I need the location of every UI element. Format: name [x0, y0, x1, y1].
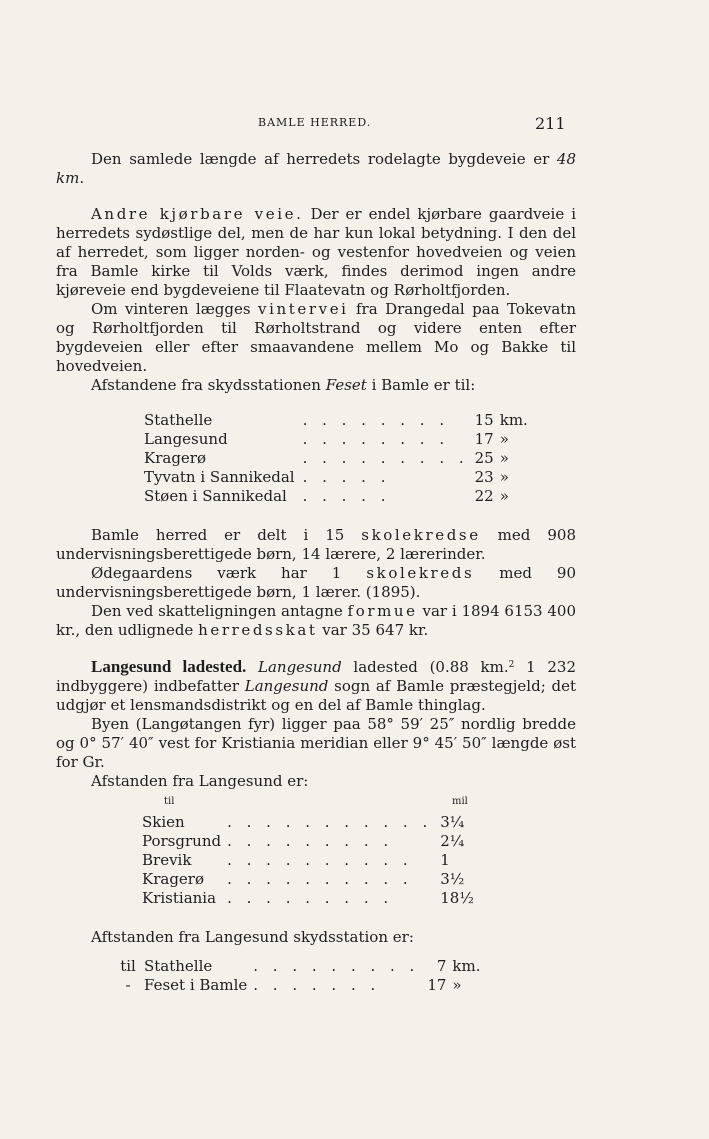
paragraph-skydsstation-wrap [56, 928, 576, 947]
table-row: Langesund . . . . . . . . 17 » [144, 430, 509, 448]
table2-head-right: mil [452, 796, 468, 807]
table-row: Tyvatn i Sannikedal . . . . . 23 » [144, 468, 509, 486]
paragraphs-top [56, 150, 576, 395]
table-row: til Stathelle . . . . . . . . . 7 km. [120, 957, 481, 975]
header-title: BAMLE HERRED. [258, 116, 372, 129]
paragraph-langesund-distances: Afstanden fra Langesund er: [91, 772, 309, 790]
table2-head-left: til [164, 796, 175, 807]
paragraphs-middle [56, 526, 576, 640]
section-langesund: Langesund ladested. Langesund ladested (0.88 km.$^2$ 1 232 indbyggere) indbefatter Langesund sogn af Bamle præstegjeld; det udgjør et lensmandsdistrikt og en del af Bamle thinglag. [56, 657, 576, 714]
table-row: Brevik . . . . . . . . . . 1 [142, 851, 450, 869]
table-row: Stathelle . . . . . . . . 15 km. [144, 411, 528, 429]
paragraph-winter-road: Om vinteren lægges vintervei fra Drangedal paa Tokevatn og Rørholtfjorden til Rørholtstrand og videre enten efter bygdeveien eller efter smaavandene mellem Mo og Bakke til hovedveien. [56, 300, 576, 375]
distance-table-langesund [142, 813, 474, 908]
table-row: Kristiania . . . . . . . . . 18½ [142, 889, 474, 907]
table-row: Porsgrund . . . . . . . . . 2¼ [142, 832, 465, 850]
paragraphs-langesund [56, 656, 576, 791]
paragraph-other-roads: Andre kjørbare veie. Der er endel kjørbare gaardveie i herredets sydøstlige del, men de har kun lokal betydning. I den del af herredet, som ligger norden- og vestenfor hovedveien og veien fra Bamle kirke til Volds værk, findes derimod ingen andre kjøreveie end bygdeveiene til Flaatevatn og Rørholtfjorden. [56, 205, 576, 299]
running-header [0, 114, 709, 134]
distance-table-skydsstation [116, 957, 481, 995]
paragraph-distances-intro: Afstandene fra skydsstationen Feset i Bamle er til: [91, 376, 476, 394]
table-row: Skien . . . . . . . . . . . 3¼ [142, 813, 465, 831]
table-row: Støen i Sannikedal . . . . . 22 » [144, 487, 509, 505]
paragraph-coordinates: Byen (Langøtangen fyr) ligger paa 58° 59′ 25″ nordlig bredde og 0° 57′ 40″ vest for Kristiania meridian eller 9° 45′ 50″ længde øst for Gr. [56, 715, 576, 771]
paragraph-road-length: Den samlede længde af herredets rodelagte bygdeveie er 48 km. [56, 150, 576, 187]
paragraph-tax: Den ved skatteligningen antagne formue var i 1894 6153 400 kr., den udlignede herredsskat var 35 647 kr. [56, 602, 577, 639]
page-number: 211 [535, 114, 566, 133]
distance-table-feset [144, 411, 528, 506]
section-heading: Langesund ladested. [91, 657, 247, 676]
paragraph-skydsstation: Aftstanden fra Langesund skydsstation er: [91, 928, 414, 946]
paragraph-odegaarden: Ødegaardens værk har 1 skolekreds med 90 undervisningsberettigede børn, 1 lærer. (1895). [56, 564, 577, 601]
paragraph-school-districts: Bamle herred er delt i 15 skolekredse med 908 undervisningsberettigede børn, 14 lærere, 2 lærerinder. [56, 526, 576, 563]
table-row: Kragerø . . . . . . . . . . 3½ [142, 870, 465, 888]
table-row: - Feset i Bamle . . . . . . . 17 » [125, 976, 462, 994]
table-row: Kragerø . . . . . . . . . 25 » [144, 449, 509, 467]
